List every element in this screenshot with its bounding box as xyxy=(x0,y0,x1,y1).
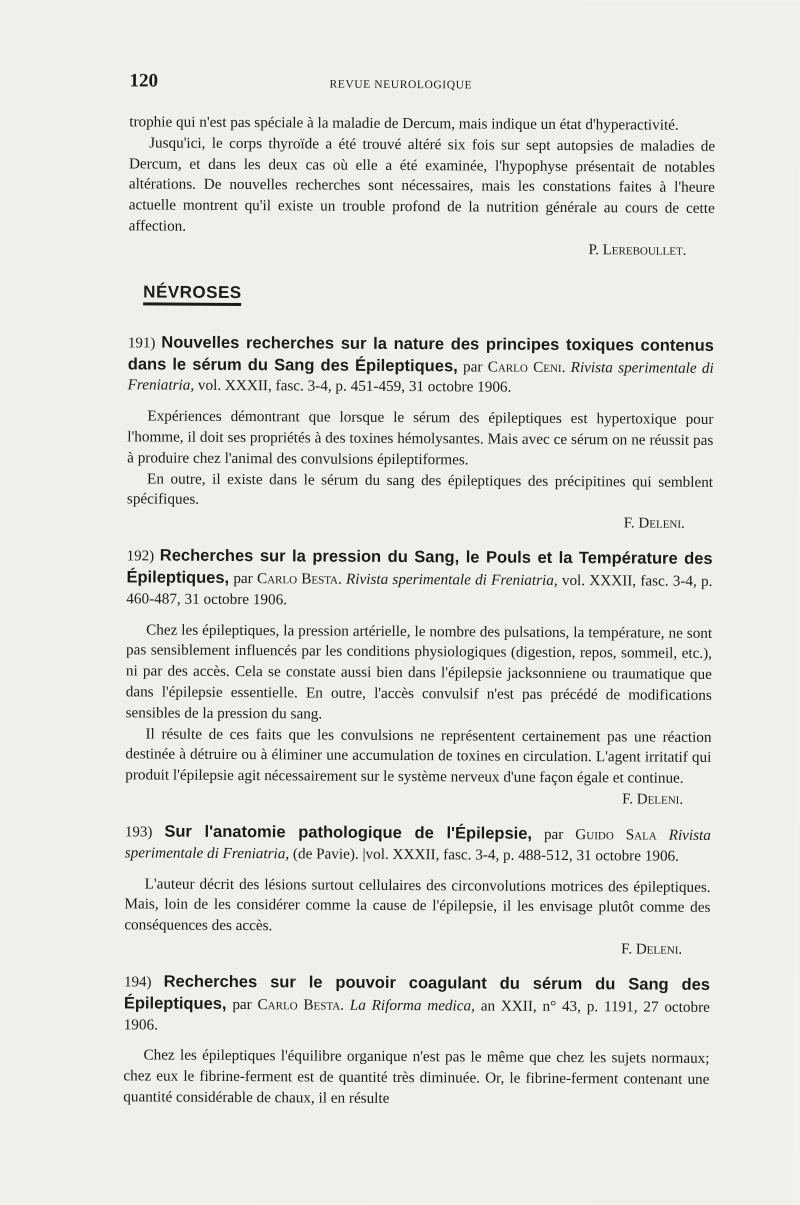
entry-reference: vol. XXXII, fasc. 3-4, p. 451-459, 31 octobre 1906. xyxy=(197,377,512,397)
entry-title: Sur l'anatomie pathologique de l'Épilepsie, xyxy=(164,822,533,843)
entry-paragraph: Chez les épileptiques l'équilibre organique n'est pas le même que chez les sujets normaux; chez eux le fibrine-ferment est de quantité très diminuée. Or, le fibrine-ferment contenant une quantité considérable de chaux, il en résulte xyxy=(123,1046,710,1107)
entry-author: Carlo Ceni. xyxy=(487,358,566,376)
entry-author: Guido Sala xyxy=(575,826,657,844)
section-heading xyxy=(143,282,714,305)
page-number: 120 xyxy=(129,70,159,92)
entry-journal: Rivista sperimentale di Freniatria, xyxy=(124,826,711,863)
entry-title: Nouvelles recherches sur la nature des principes toxiques contenus dans le sérum du Sang des Épileptiques, xyxy=(127,333,714,375)
entry-signature: F. Deleni. xyxy=(622,791,684,808)
entry-author: Carlo Besta. xyxy=(256,570,342,588)
entry-heading xyxy=(128,332,714,400)
entry-heading xyxy=(126,545,712,613)
entry-signature: F. Deleni. xyxy=(621,941,683,958)
entry-signature: F. Deleni. xyxy=(623,515,685,532)
entry-heading xyxy=(125,821,711,867)
intro-paragraph-1: trophie qui n'est pas spéciale à la maladie de Dercum, mais indique un état d'hyperactivité. xyxy=(129,113,679,134)
abstract-entry-193 xyxy=(124,821,711,961)
intro-signature: P. Lereboullet. xyxy=(588,241,687,259)
entry-by: par xyxy=(543,825,564,843)
entry-journal: La Riforma medica, xyxy=(349,996,475,1015)
entry-number: 193) xyxy=(124,824,153,841)
entry-title: Recherches sur la pression du Sang, le Pouls et la Température des Épileptiques, xyxy=(126,546,713,587)
abstract-entry-194 xyxy=(123,971,710,1111)
entry-journal: Rivista sperimentale di Freniatria, xyxy=(346,570,558,589)
entry-reference: (de Pavie). |vol. XXXII, fasc. 3-4, p. 488-512, 31 octobre 1906. xyxy=(292,845,680,865)
intro-paragraph-2: Jusqu'ici, le corps thyroïde a été trouvé altéré six fois sur sept autopsies de maladies de Dercum, et dans les deux cas où elle a été examinée, l'hypophyse présentait de notables altérations. De nouvelles recherches sont nécessaires, mais les constations faites à l'heure actuelle montrent qu'il existe un trouble profond de la nutrition générale au cours de cette affection. xyxy=(128,134,716,235)
entry-by: par xyxy=(233,569,253,588)
abstract-entry-192 xyxy=(125,545,713,810)
entry-by: par xyxy=(462,357,483,376)
section-title: NÉVROSES xyxy=(143,282,242,306)
entry-heading xyxy=(124,971,710,1039)
entry-author: Carlo Besta. xyxy=(257,995,345,1014)
entry-paragraph: Il résulte de ces faits que les convulsions ne représentent certainement pas une réaction destinée à détruire ou à éliminer une accumulation de toxines en circulation. L'agent irritatif qui produit l'épilepsie agit nécessairement sur le système nerveux d'une façon égale et continue. xyxy=(125,724,712,787)
entry-reference: vol. XXXII, fasc. 3-4, p. 460-487, 31 octobre 1906. xyxy=(126,571,713,609)
entry-paragraph: Expériences démontrant que lorsque le sérum des épileptiques est hypertoxique pour l'homme, il doit ses propriétés à des toxines hémolysantes. Mais avec ce sérum on ne réussit pas à produire chez l'animal des convulsions épileptiformes. xyxy=(127,407,714,469)
entry-reference: an XXII, n° 43, p. 1191, 27 octobre 1906. xyxy=(123,997,710,1034)
journal-title: REVUE NEUROLOGIQUE xyxy=(329,78,473,92)
running-header xyxy=(129,70,715,100)
entry-by: par xyxy=(232,995,252,1013)
entry-number: 194) xyxy=(123,974,152,991)
entry-number: 191) xyxy=(127,335,156,352)
entry-paragraph: Chez les épileptiques, la pression artérielle, le nombre des pulsations, la température, ne sont pas sensiblement influencés par les conditions physiologiques (digestion, repos, sommeil, etc.), ni par des accès. Cela se constate aussi bien dans l'épilepsie jacksonniene ou traumatique que dans l'épilepsie essentielle. En outre, l'accès convulsif n'est pas précédé de modifications sensibles de la pression du sang. xyxy=(125,621,713,723)
abstract-entry-191 xyxy=(127,332,714,535)
entry-number: 192) xyxy=(126,548,155,565)
entry-title: Recherches sur le pouvoir coagulant du sérum du Sang des Épileptiques, xyxy=(123,972,711,1013)
entry-paragraph: En outre, il existe dans le sérum du sang des épileptiques des précipitines qui semblent spécifiques. xyxy=(126,470,714,509)
entry-paragraph: L'auteur décrit des lésions surtout cellulaires des circonvolutions motrices des épileptiques. Mais, loin de les considérer comme la cause de l'épilepsie, il les envisage plutôt comme des conséquences des accès. xyxy=(124,874,711,935)
entry-journal: Rivista sperimentale di Freniatria, xyxy=(127,358,714,395)
